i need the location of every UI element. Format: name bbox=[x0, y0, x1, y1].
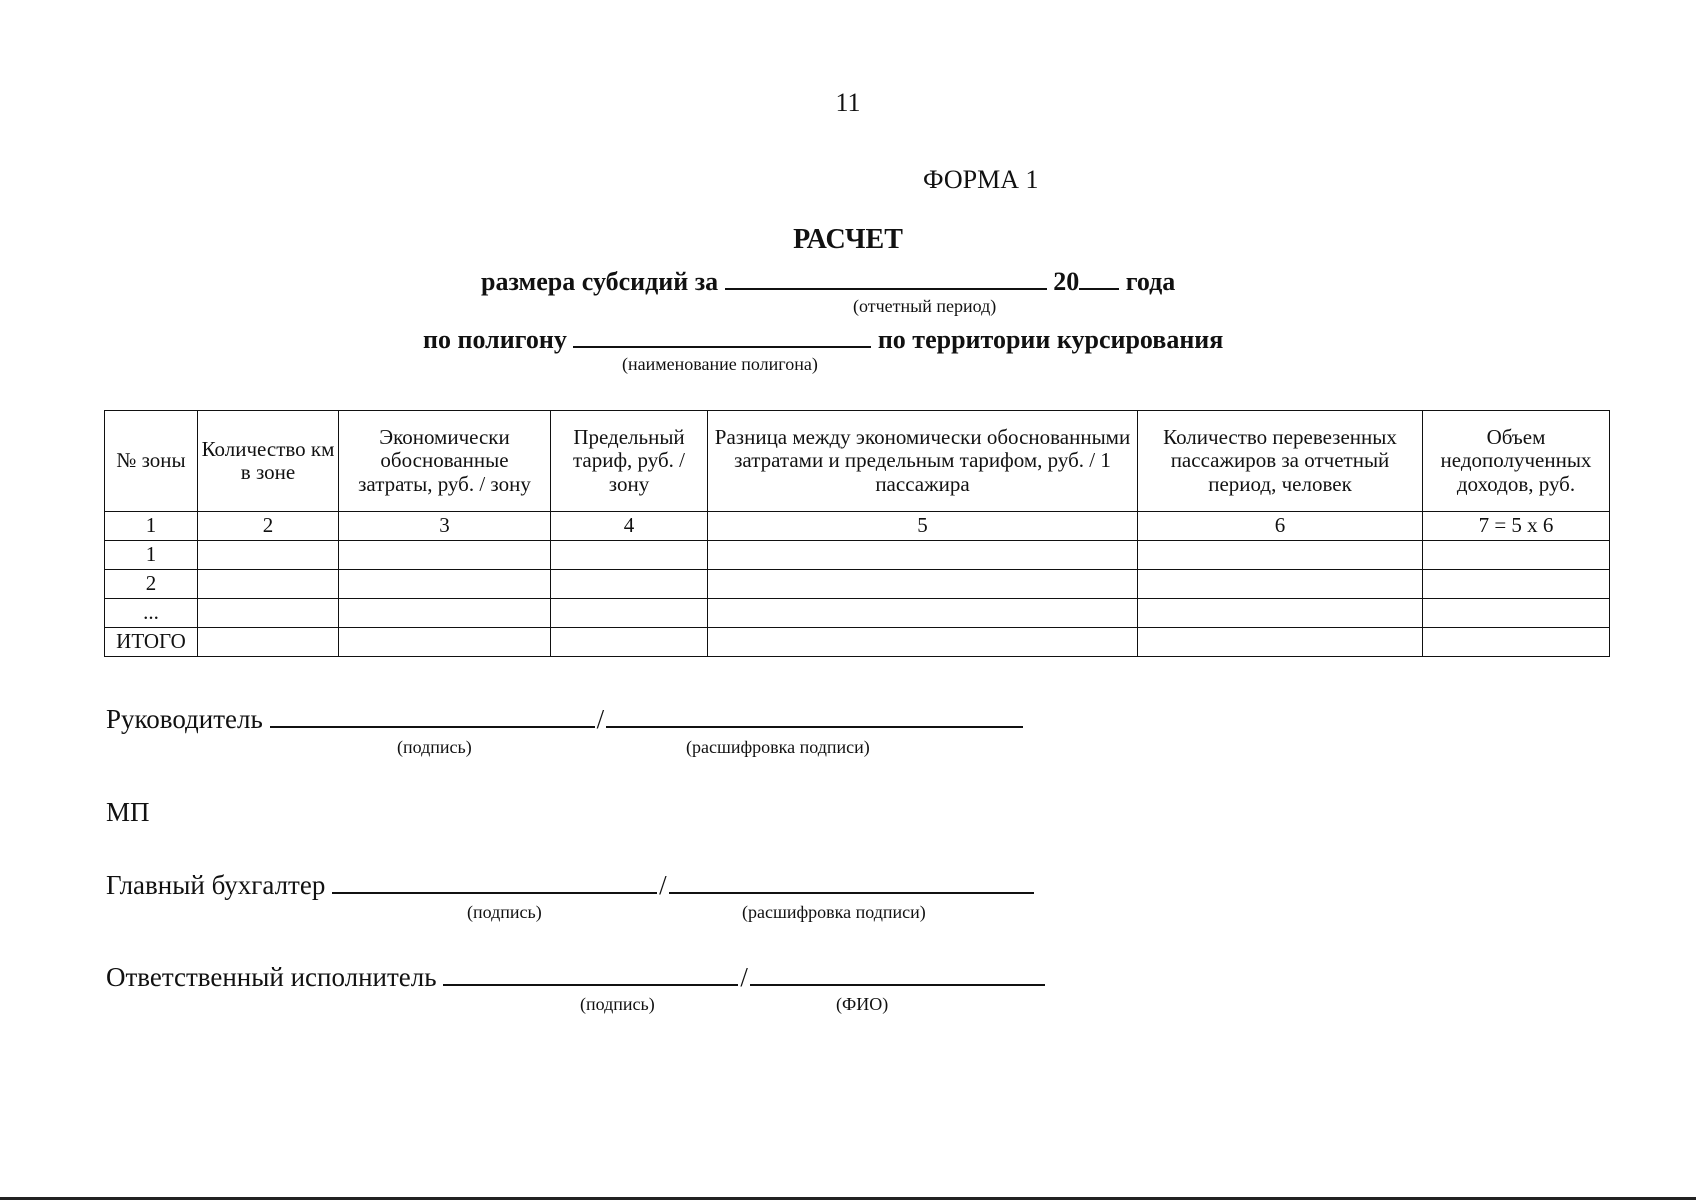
period-prefix: размера субсидий за bbox=[481, 267, 719, 296]
polygon-suffix: по территории курсирования bbox=[877, 325, 1224, 354]
table-cell bbox=[708, 541, 1138, 570]
accountant-decode-hint: (расшифровка подписи) bbox=[742, 902, 926, 922]
period-hint: (отчетный период) bbox=[853, 296, 997, 316]
executor-sign-hint: (подпись) bbox=[580, 994, 655, 1014]
year-blank bbox=[1079, 264, 1119, 290]
table-cell bbox=[1138, 599, 1423, 628]
table-cell bbox=[1138, 570, 1423, 599]
executor-sign-blank bbox=[443, 962, 738, 986]
table-cell bbox=[708, 570, 1138, 599]
executor-signature-line bbox=[106, 962, 1045, 993]
table-cell bbox=[339, 628, 551, 657]
accountant-decode-blank bbox=[669, 870, 1034, 894]
col-header-costs: Экономически обоснованные затраты, руб. / зону bbox=[339, 411, 551, 512]
head-signature-line bbox=[106, 704, 1023, 735]
total-row bbox=[105, 628, 1610, 657]
table-cell bbox=[1138, 541, 1423, 570]
col-header-zone: № зоны bbox=[105, 411, 198, 512]
form-label: ФОРМА 1 bbox=[923, 165, 1039, 194]
table-cell bbox=[339, 541, 551, 570]
head-sign-hint: (подпись) bbox=[397, 737, 472, 757]
executor-label: Ответственный исполнитель bbox=[106, 962, 437, 992]
table-cell bbox=[551, 570, 708, 599]
slash-separator: / bbox=[596, 704, 605, 734]
col-header-km: Количество км в зоне bbox=[198, 411, 339, 512]
slash-separator: / bbox=[740, 962, 748, 992]
stamp-place-label: МП bbox=[106, 797, 150, 827]
table-cell bbox=[1138, 628, 1423, 657]
accountant-sign-hint: (подпись) bbox=[467, 902, 542, 922]
document-title: РАСЧЕТ bbox=[793, 224, 903, 255]
executor-name-blank bbox=[750, 962, 1045, 986]
table-cell bbox=[1423, 541, 1610, 570]
table-cell bbox=[198, 599, 339, 628]
page-number: 11 bbox=[835, 88, 861, 117]
zone-cell: 1 bbox=[105, 541, 198, 570]
column-number: 3 bbox=[339, 512, 551, 541]
zone-cell: 2 bbox=[105, 570, 198, 599]
slash-separator: / bbox=[659, 870, 667, 900]
table-cell bbox=[339, 599, 551, 628]
year-suffix: года bbox=[1125, 267, 1176, 296]
table-cell bbox=[551, 628, 708, 657]
table-cell bbox=[1423, 570, 1610, 599]
table-cell bbox=[1423, 628, 1610, 657]
head-label: Руководитель bbox=[106, 704, 263, 734]
table-cell bbox=[551, 541, 708, 570]
col-header-lost-income: Объем недополученных доходов, руб. bbox=[1423, 411, 1610, 512]
subtitle-period-line bbox=[481, 264, 1175, 297]
column-number: 6 bbox=[1138, 512, 1423, 541]
table-header-row bbox=[105, 411, 1610, 512]
subtitle-polygon-line bbox=[423, 322, 1223, 355]
head-decode-blank bbox=[606, 704, 1023, 728]
table-row bbox=[105, 570, 1610, 599]
total-label: ИТОГО bbox=[105, 628, 198, 657]
executor-name-hint: (ФИО) bbox=[836, 994, 889, 1014]
column-number: 2 bbox=[198, 512, 339, 541]
polygon-prefix: по полигону bbox=[423, 325, 567, 354]
col-header-tariff: Предельный тариф, руб. / зону bbox=[551, 411, 708, 512]
year-prefix: 20 bbox=[1053, 267, 1080, 296]
accountant-signature-line bbox=[106, 870, 1034, 901]
polygon-hint: (наименование полигона) bbox=[622, 354, 818, 374]
table-row bbox=[105, 599, 1610, 628]
table-row bbox=[105, 541, 1610, 570]
accountant-sign-blank bbox=[332, 870, 657, 894]
column-number: 1 bbox=[105, 512, 198, 541]
head-sign-blank bbox=[270, 704, 595, 728]
table-cell bbox=[198, 628, 339, 657]
table-cell bbox=[708, 628, 1138, 657]
polygon-blank bbox=[573, 322, 871, 348]
column-number: 7 = 5 х 6 bbox=[1423, 512, 1610, 541]
col-header-passengers: Количество перевезенных пассажиров за отчетный период, человек bbox=[1138, 411, 1423, 512]
subsidy-calculation-table bbox=[104, 410, 1610, 657]
table-cell bbox=[708, 599, 1138, 628]
head-decode-hint: (расшифровка подписи) bbox=[686, 737, 870, 757]
zone-cell: ... bbox=[105, 599, 198, 628]
table-cell bbox=[1423, 599, 1610, 628]
period-blank bbox=[725, 264, 1047, 290]
accountant-label: Главный бухгалтер bbox=[106, 870, 326, 900]
column-number-row bbox=[105, 512, 1610, 541]
column-number: 5 bbox=[708, 512, 1138, 541]
table-cell bbox=[198, 541, 339, 570]
col-header-difference: Разница между экономически обоснованными затратами и предельным тарифом, руб. / 1 пассажира bbox=[708, 411, 1138, 512]
table-cell bbox=[551, 599, 708, 628]
table-cell bbox=[198, 570, 339, 599]
table-cell bbox=[339, 570, 551, 599]
column-number: 4 bbox=[551, 512, 708, 541]
